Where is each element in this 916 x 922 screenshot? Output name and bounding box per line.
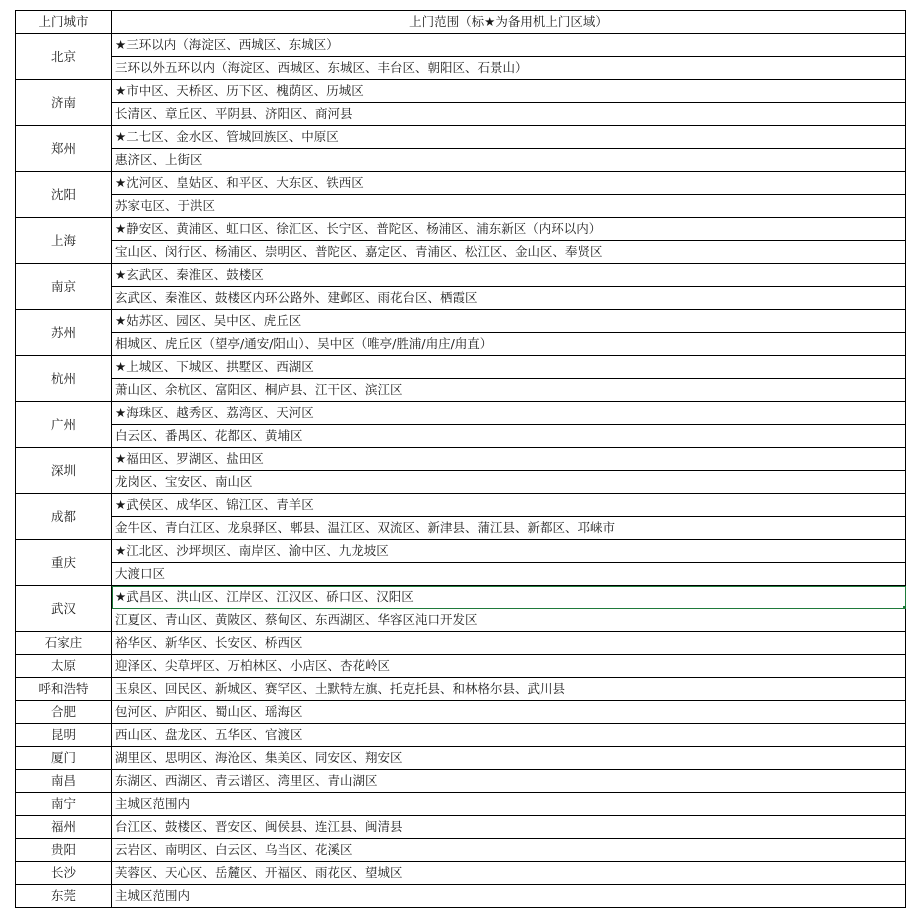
city-cell[interactable]: 北京 (16, 34, 112, 80)
table-row (16, 172, 906, 195)
table-row (16, 770, 906, 793)
table-row (16, 333, 906, 356)
city-cell[interactable]: 杭州 (16, 356, 112, 402)
table-row (16, 586, 906, 609)
area-cell[interactable]: 裕华区、新华区、长安区、桥西区 (112, 632, 906, 655)
table-row (16, 793, 906, 816)
area-cell[interactable]: 包河区、庐阳区、蜀山区、瑶海区 (112, 701, 906, 724)
table-row (16, 563, 906, 586)
city-cell[interactable]: 上海 (16, 218, 112, 264)
area-cell[interactable]: ★福田区、罗湖区、盐田区 (112, 448, 906, 471)
city-cell[interactable]: 武汉 (16, 586, 112, 632)
area-cell[interactable]: 三环以外五环以内（海淀区、西城区、东城区、丰台区、朝阳区、石景山） (112, 57, 906, 80)
city-cell[interactable]: 石家庄 (16, 632, 112, 655)
area-cell[interactable]: 主城区范围内 (112, 885, 906, 908)
table-row (16, 517, 906, 540)
header-range[interactable]: 上门范围（标★为备用机上门区域） (112, 11, 906, 34)
table-row (16, 264, 906, 287)
area-cell[interactable]: ★市中区、天桥区、历下区、槐荫区、历城区 (112, 80, 906, 103)
table-row (16, 80, 906, 103)
city-cell[interactable]: 郑州 (16, 126, 112, 172)
area-cell[interactable]: 白云区、番禺区、花都区、黄埔区 (112, 425, 906, 448)
city-cell[interactable]: 东莞 (16, 885, 112, 908)
area-cell[interactable]: ★武昌区、洪山区、江岸区、江汉区、硚口区、汉阳区 (112, 586, 906, 609)
area-cell[interactable]: 江夏区、青山区、黄陂区、蔡甸区、东西湖区、华容区沌口开发区 (112, 609, 906, 632)
table-row (16, 57, 906, 80)
city-cell[interactable]: 重庆 (16, 540, 112, 586)
table-row (16, 839, 906, 862)
area-cell[interactable]: ★海珠区、越秀区、荔湾区、天河区 (112, 402, 906, 425)
area-cell[interactable]: ★上城区、下城区、拱墅区、西湖区 (112, 356, 906, 379)
area-cell[interactable]: 相城区、虎丘区（望亭/通安/阳山）、吴中区（唯亭/胜浦/甪庄/甪直） (112, 333, 906, 356)
area-cell[interactable]: 云岩区、南明区、白云区、乌当区、花溪区 (112, 839, 906, 862)
area-cell[interactable]: ★静安区、黄浦区、虹口区、徐汇区、长宁区、普陀区、杨浦区、浦东新区（内环以内） (112, 218, 906, 241)
area-cell[interactable]: 苏家屯区、于洪区 (112, 195, 906, 218)
city-cell[interactable]: 太原 (16, 655, 112, 678)
area-cell[interactable]: 玄武区、秦淮区、鼓楼区内环公路外、建邺区、雨花台区、栖霞区 (112, 287, 906, 310)
table-row (16, 862, 906, 885)
area-cell[interactable]: 湖里区、思明区、海沧区、集美区、同安区、翔安区 (112, 747, 906, 770)
city-cell[interactable]: 南宁 (16, 793, 112, 816)
city-cell[interactable]: 深圳 (16, 448, 112, 494)
header-row (16, 11, 906, 34)
table-row (16, 126, 906, 149)
table-row (16, 402, 906, 425)
table-row (16, 103, 906, 126)
area-cell[interactable]: ★武侯区、成华区、锦江区、青羊区 (112, 494, 906, 517)
table-row (16, 241, 906, 264)
area-cell[interactable]: 玉泉区、回民区、新城区、赛罕区、土默特左旗、托克托县、和林格尔县、武川县 (112, 678, 906, 701)
city-cell[interactable]: 苏州 (16, 310, 112, 356)
table-row (16, 678, 906, 701)
table-row (16, 494, 906, 517)
area-cell[interactable]: 萧山区、余杭区、富阳区、桐庐县、江干区、滨江区 (112, 379, 906, 402)
table-row (16, 632, 906, 655)
area-cell[interactable]: 主城区范围内 (112, 793, 906, 816)
table-row (16, 885, 906, 908)
table-row (16, 724, 906, 747)
table-row (16, 287, 906, 310)
table-body (16, 34, 906, 908)
area-cell[interactable]: 台江区、鼓楼区、晋安区、闽侯县、连江县、闽清县 (112, 816, 906, 839)
city-cell[interactable]: 南昌 (16, 770, 112, 793)
table-row (16, 701, 906, 724)
table-row (16, 34, 906, 57)
area-cell[interactable]: ★二七区、金水区、管城回族区、中原区 (112, 126, 906, 149)
city-cell[interactable]: 成都 (16, 494, 112, 540)
area-cell[interactable]: ★沈河区、皇姑区、和平区、大东区、铁西区 (112, 172, 906, 195)
area-cell[interactable]: 东湖区、西湖区、青云谱区、湾里区、青山湖区 (112, 770, 906, 793)
table-row (16, 379, 906, 402)
table-row (16, 218, 906, 241)
city-cell[interactable]: 贵阳 (16, 839, 112, 862)
table-row (16, 540, 906, 563)
city-cell[interactable]: 广州 (16, 402, 112, 448)
table-row (16, 655, 906, 678)
table-row (16, 747, 906, 770)
area-cell[interactable]: 芙蓉区、天心区、岳麓区、开福区、雨花区、望城区 (112, 862, 906, 885)
city-cell[interactable]: 合肥 (16, 701, 112, 724)
city-cell[interactable]: 南京 (16, 264, 112, 310)
area-cell[interactable]: 金牛区、青白江区、龙泉驿区、郫县、温江区、双流区、新津县、蒲江县、新都区、邛崃市 (112, 517, 906, 540)
area-cell[interactable]: 迎泽区、尖草坪区、万柏林区、小店区、杏花岭区 (112, 655, 906, 678)
area-cell[interactable]: 龙岗区、宝安区、南山区 (112, 471, 906, 494)
city-cell[interactable]: 福州 (16, 816, 112, 839)
table-row (16, 471, 906, 494)
city-cell[interactable]: 昆明 (16, 724, 112, 747)
area-cell[interactable]: 西山区、盘龙区、五华区、官渡区 (112, 724, 906, 747)
table-row (16, 149, 906, 172)
table-row (16, 816, 906, 839)
city-cell[interactable]: 沈阳 (16, 172, 112, 218)
area-cell[interactable]: ★姑苏区、园区、吴中区、虎丘区 (112, 310, 906, 333)
city-cell[interactable]: 长沙 (16, 862, 112, 885)
city-cell[interactable]: 呼和浩特 (16, 678, 112, 701)
table-row (16, 356, 906, 379)
service-area-table (15, 10, 906, 908)
city-cell[interactable]: 济南 (16, 80, 112, 126)
table-row (16, 609, 906, 632)
area-cell[interactable]: ★江北区、沙坪坝区、南岸区、渝中区、九龙坡区 (112, 540, 906, 563)
area-cell[interactable]: ★三环以内（海淀区、西城区、东城区） (112, 34, 906, 57)
table-row (16, 195, 906, 218)
table-row (16, 310, 906, 333)
city-cell[interactable]: 厦门 (16, 747, 112, 770)
area-cell[interactable]: 大渡口区 (112, 563, 906, 586)
table-row (16, 448, 906, 471)
header-city[interactable]: 上门城市 (16, 11, 112, 34)
area-cell[interactable]: 宝山区、闵行区、杨浦区、崇明区、普陀区、嘉定区、青浦区、松江区、金山区、奉贤区 (112, 241, 906, 264)
area-cell[interactable]: 长清区、章丘区、平阴县、济阳区、商河县 (112, 103, 906, 126)
area-cell[interactable]: ★玄武区、秦淮区、鼓楼区 (112, 264, 906, 287)
table-row (16, 425, 906, 448)
area-cell[interactable]: 惠济区、上街区 (112, 149, 906, 172)
